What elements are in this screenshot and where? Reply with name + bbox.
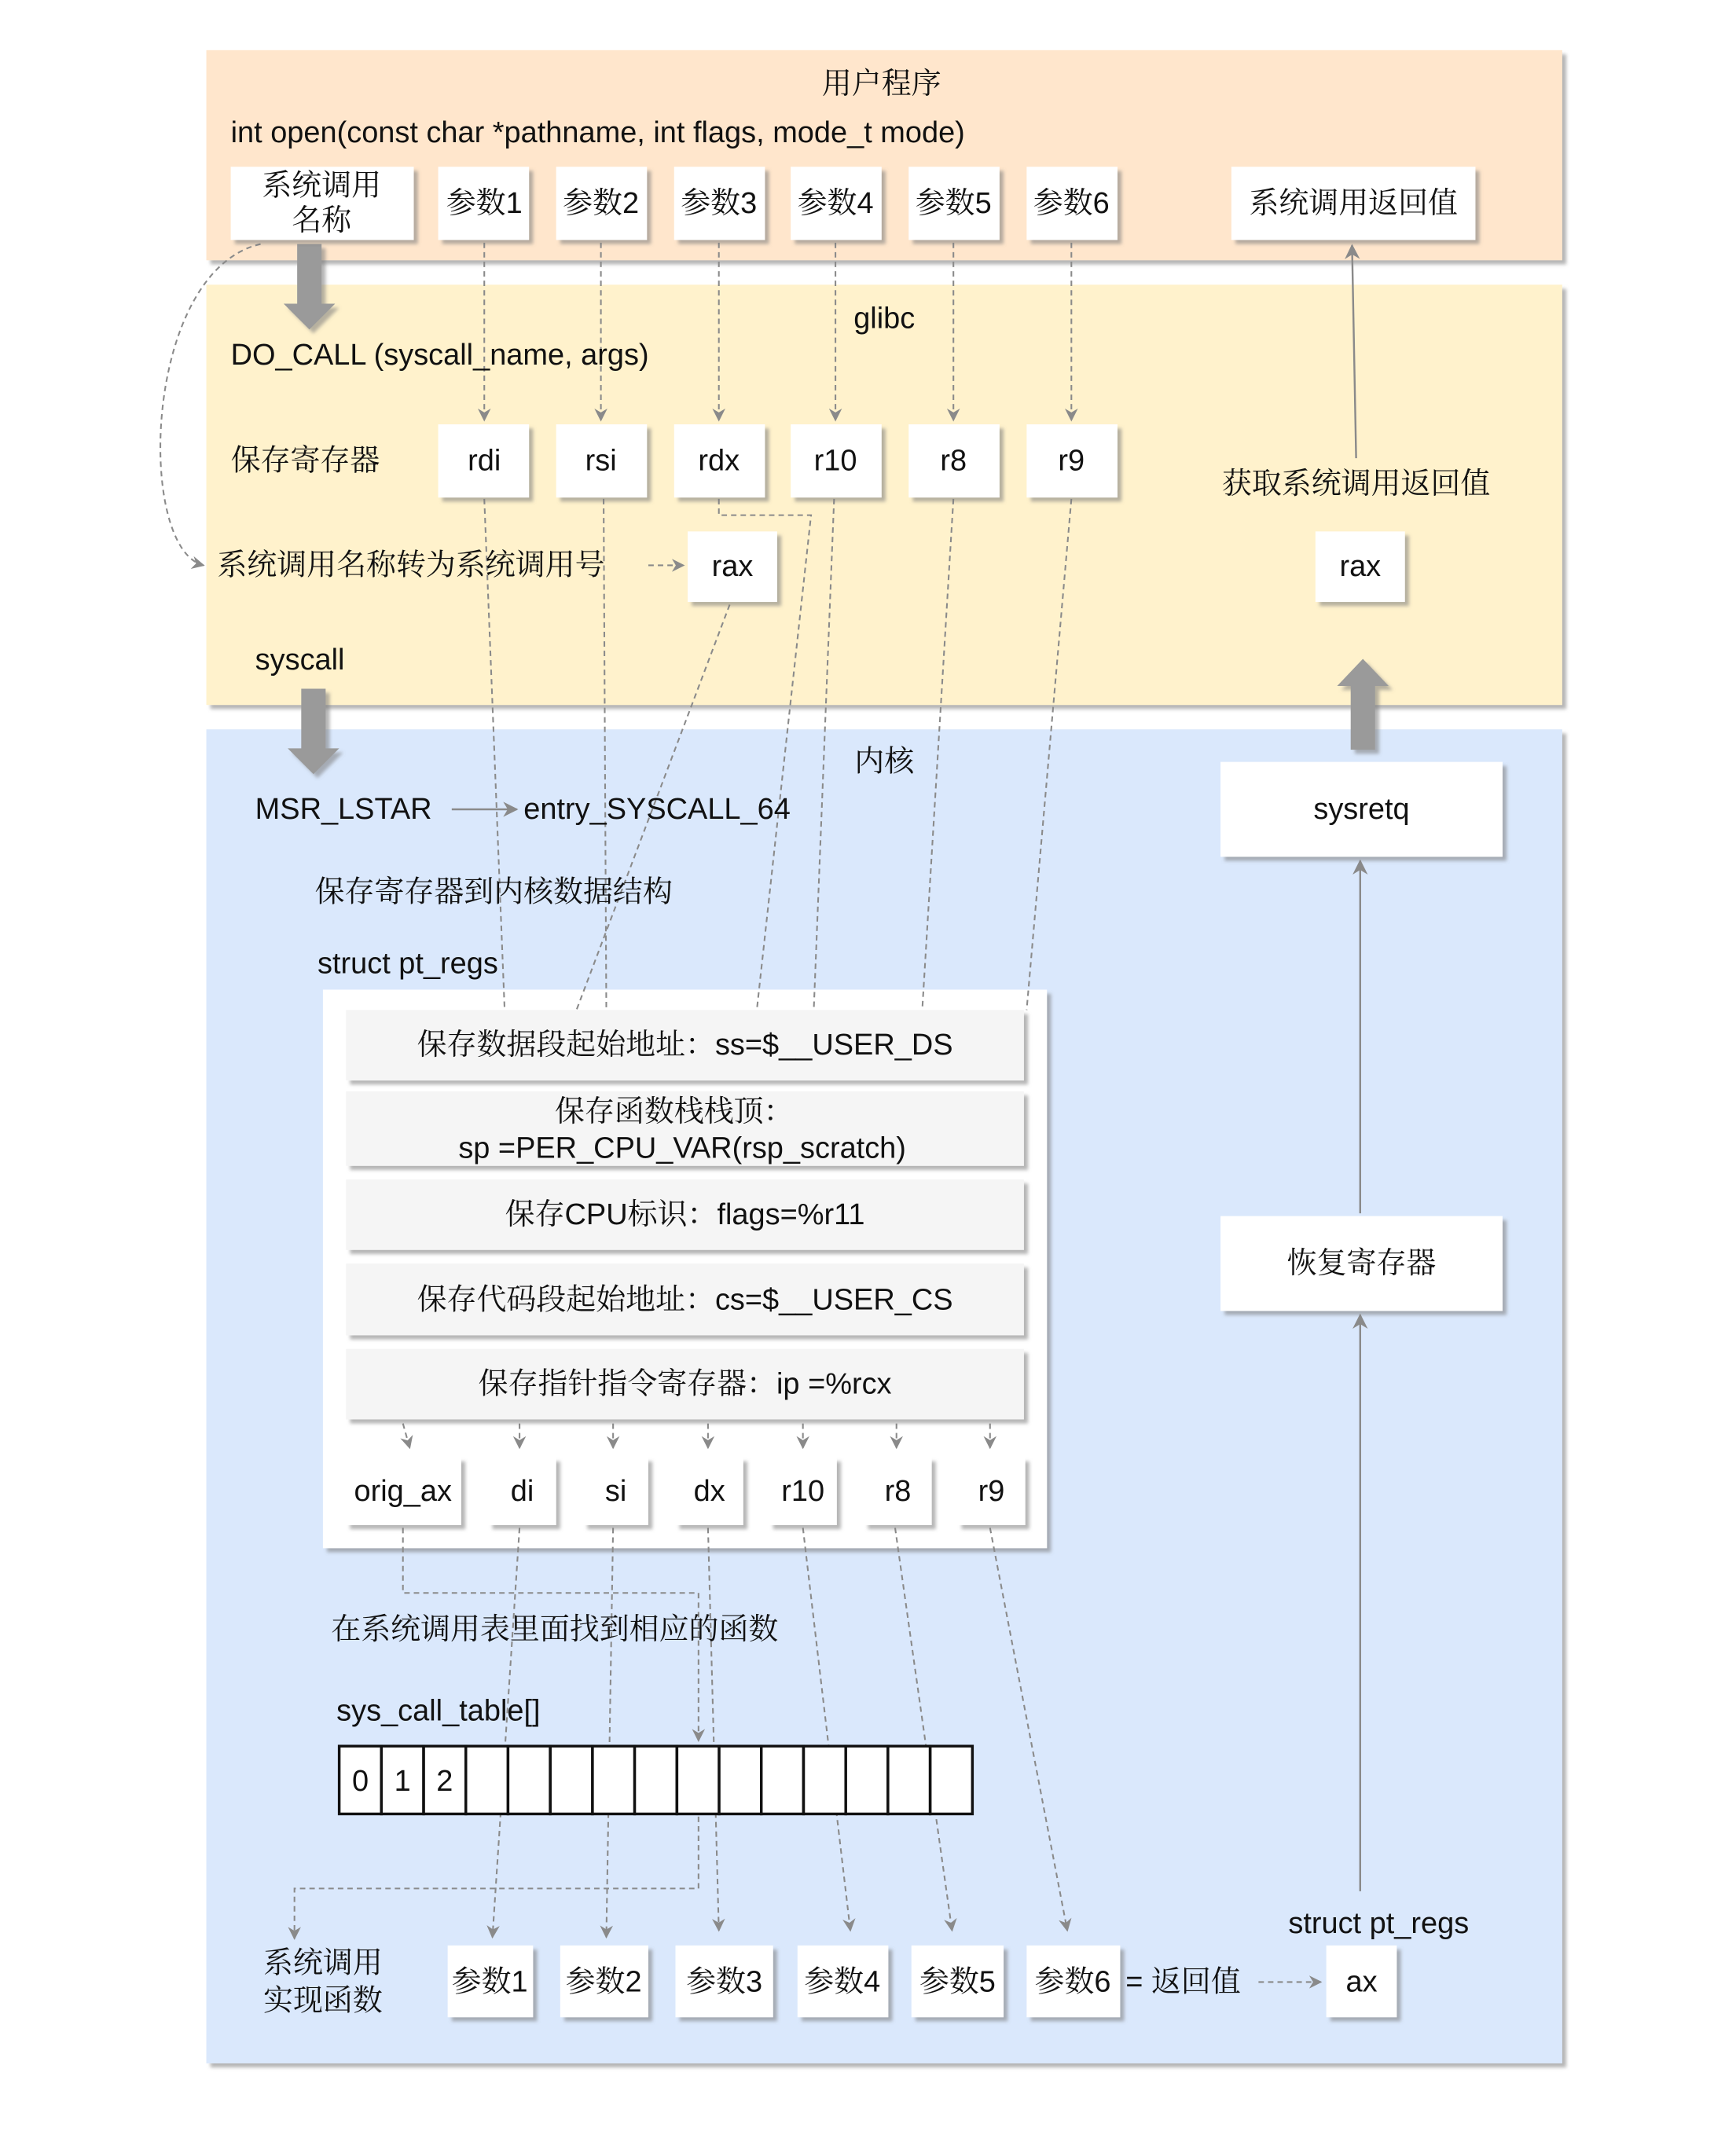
pt-regs-label: struct pt_regs [317,947,498,981]
impl-func-line2: 实现函数 [263,1984,383,2018]
pt-regs-register-box [583,1458,648,1525]
sys-call-table [339,1746,973,1814]
pt-reg-si-label: si [604,1474,627,1508]
pt-reg-orig-ax-label: orig_ax [354,1474,452,1508]
pt-regs-rows [346,1010,1024,1419]
get-return-label: 获取系统调用返回值 [1221,467,1491,501]
func-param-box [798,1946,889,2017]
return-struct-label: struct pt_regs [1288,1907,1470,1941]
table-cell-rect [888,1746,930,1814]
pt-reg-dx-label: dx [693,1474,725,1508]
pt-regs-register-box [864,1458,931,1525]
pt-regs-row [346,1179,1024,1250]
table-cell-rect [508,1746,550,1814]
syscall-name-box-line1: 系统调用 [262,169,382,203]
syscall-return-box [1231,167,1476,240]
register-r9-label: r9 [1058,444,1085,478]
pt-reg-r10-label: r10 [781,1474,825,1508]
table-cell-rect [593,1746,635,1814]
register-box [791,424,882,497]
syscall-label: syscall [255,644,345,677]
user-param-5-label: 参数5 [915,186,992,220]
user-param-box [674,167,765,240]
table-cell [381,1746,424,1814]
sysretq-box [1220,762,1503,857]
table-cell [804,1746,846,1814]
table-cell-rect [930,1746,973,1814]
table-cell [339,1746,382,1814]
func-param-2-label: 参数2 [565,1965,642,1999]
save-to-kernel-label: 保存寄存器到内核数据结构 [314,875,673,909]
func-param-3-label: 参数3 [686,1965,763,1999]
do-call-label: DO_CALL (syscall_name, args) [230,339,649,372]
table-cell-rect [719,1746,762,1814]
pt-regs-register-box [769,1458,837,1525]
table-cell [593,1746,635,1814]
user-panel-title: 用户程序 [821,67,941,101]
impl-func-line1: 系统调用 [263,1946,383,1980]
pt-regs-register-box [488,1458,556,1525]
table-cell-label: 1 [394,1765,411,1799]
pt-regs-register-box [346,1458,461,1525]
pt-regs-registers [346,1458,1025,1525]
register-box [908,424,1000,497]
user-param-box [908,167,1000,240]
func-param-4-label: 参数4 [804,1965,881,1999]
pt-reg-r8-label: r8 [884,1474,912,1508]
user-param-box [439,167,530,240]
return-ax-box-label: ax [1345,1965,1378,1999]
table-cell [846,1746,888,1814]
table-cell-rect [550,1746,593,1814]
table-cell-rect [846,1746,888,1814]
user-param-2-label: 参数2 [563,186,640,220]
pt-regs-row [346,1010,1024,1080]
register-rdx-label: rdx [698,444,740,478]
kernel-panel-title: 内核 [854,745,915,779]
func-param-box [676,1946,773,2017]
table-cell-rect [466,1746,508,1814]
restore-registers-box [1220,1216,1503,1311]
pt-regs-row-1-label: 保存数据段起始地址：ss=$__USER_DS [417,1029,953,1062]
pt-regs-row-5-label: 保存指针指令寄存器：ip =%rcx [478,1367,892,1401]
func-param-box [1026,1946,1120,2017]
register-r8-label: r8 [940,444,967,478]
pt-reg-r9-label: r9 [978,1474,1005,1508]
func-param-6-label: 参数6 [1034,1965,1111,1999]
equals-return-label: = 返回值 [1125,1965,1241,1999]
table-cell-rect [635,1746,677,1814]
table-cell [466,1746,508,1814]
func-param-box [912,1946,1004,2017]
func-param-1-label: 参数1 [451,1965,528,1999]
user-param-6-label: 参数6 [1033,186,1110,220]
func-param-5-label: 参数5 [919,1965,996,1999]
register-rsi-label: rsi [585,444,617,478]
table-cell [635,1746,677,1814]
rax-box-label: rax [711,550,754,584]
pt-regs-row [346,1091,1024,1166]
pt-regs-register-box [676,1458,743,1525]
register-rdi-label: rdi [468,444,501,478]
pt-regs-row-2-line1: 保存函数栈栈顶： [555,1095,794,1128]
syscall-name-box-line2: 名称 [292,204,352,238]
user-param-1-label: 参数1 [446,186,523,220]
return-rax-box-label: rax [1339,550,1382,584]
restore-registers-box-label: 恢复寄存器 [1286,1246,1437,1280]
table-cell [550,1746,593,1814]
msr-lstar-label: MSR_LSTAR [255,793,432,827]
user-param-box [791,167,882,240]
convert-name-label: 系统调用名称转为系统调用号 [217,548,605,582]
register-box [674,424,765,497]
register-box [556,424,648,497]
table-cell [719,1746,762,1814]
table-cell [930,1746,973,1814]
table-cell [508,1746,550,1814]
pt-regs-row-3-label: 保存CPU标识：flags=%r11 [505,1198,865,1231]
entry-syscall-label: entry_SYSCALL_64 [523,793,791,827]
sysretq-box-label: sysretq [1313,793,1410,827]
register-box [439,424,530,497]
syscall-name-box [231,167,414,240]
table-cell-label: 2 [436,1765,453,1799]
table-cell-rect [804,1746,846,1814]
user-param-box [556,167,648,240]
user-param-box [1026,167,1118,240]
table-cell-rect [762,1746,804,1814]
pt-reg-di-label: di [510,1474,534,1508]
table-cell [888,1746,930,1814]
rax-box [688,531,777,602]
glibc-panel-title: glibc [853,302,916,336]
open-signature: int open(const char *pathname, int flags, mode_t mode) [230,116,965,150]
sys-call-table-label: sys_call_table[] [336,1694,541,1728]
table-cell [424,1746,466,1814]
user-param-4-label: 参数4 [797,186,874,220]
find-function-label: 在系统调用表里面找到相应的函数 [331,1612,779,1646]
table-cell-rect [677,1746,719,1814]
pt-regs-row-2-line2: sp =PER_CPU_VAR(rsp_scratch) [458,1132,906,1165]
register-box [1026,424,1118,497]
pt-regs-row-4-label: 保存代码段起始地址：cs=$__USER_CS [417,1283,953,1317]
syscall-return-box-label: 系统调用返回值 [1249,186,1458,220]
register-r10-label: r10 [813,444,857,478]
func-param-box [560,1946,648,2017]
table-cell-label: 0 [351,1765,369,1799]
func-param-box [448,1946,534,2017]
pt-regs-register-box [957,1458,1025,1525]
save-registers-label: 保存寄存器 [230,444,380,478]
return-ax-box [1327,1946,1397,2017]
pt-regs-row [346,1264,1024,1335]
table-cell [677,1746,719,1814]
pt-regs-row [346,1349,1024,1420]
table-cell [762,1746,804,1814]
user-param-3-label: 参数3 [681,186,758,220]
return-rax-box [1316,531,1405,602]
